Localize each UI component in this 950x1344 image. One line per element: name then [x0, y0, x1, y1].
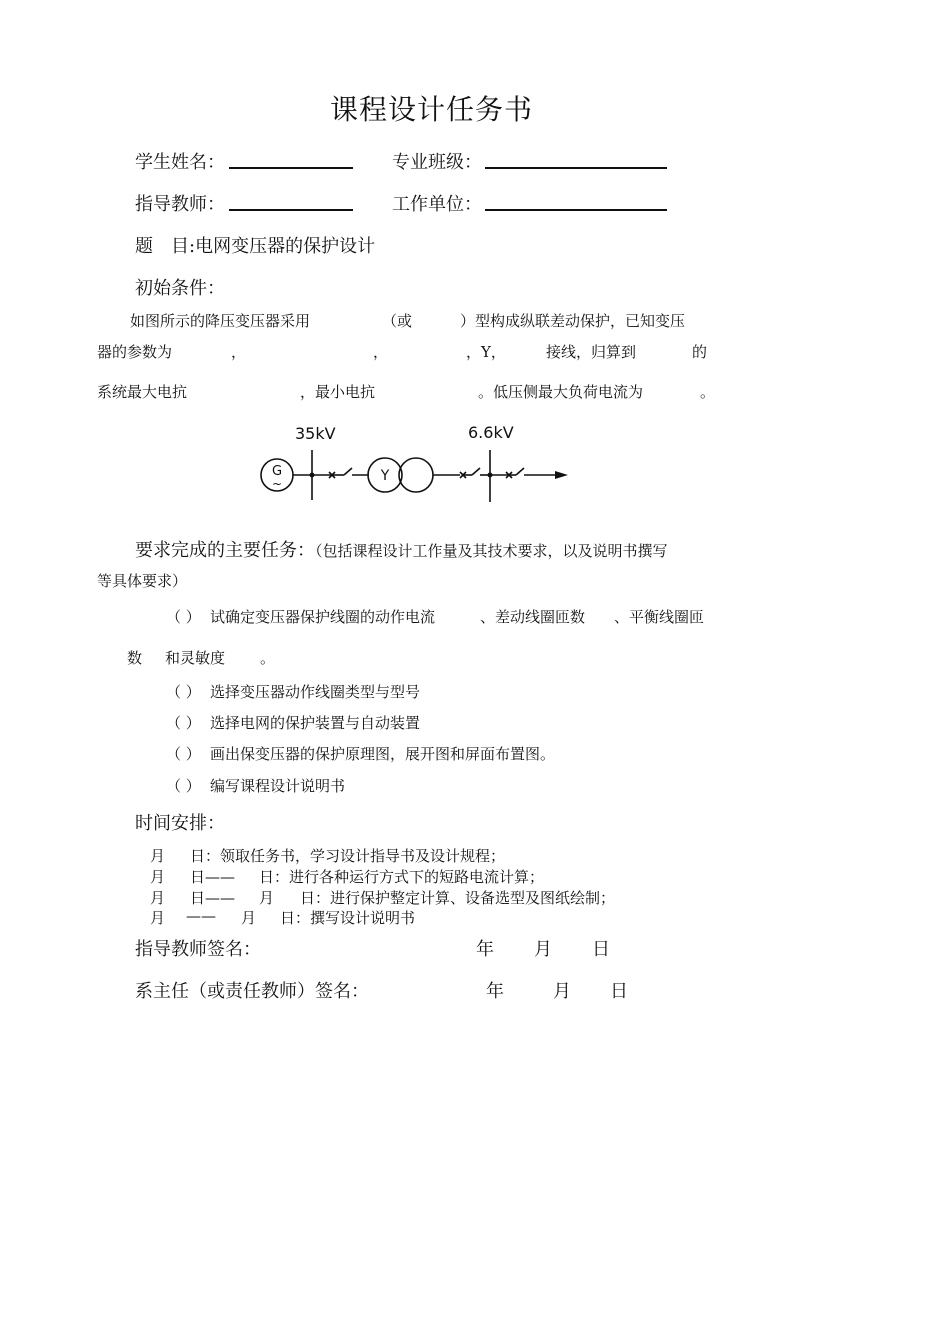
task-3-paren: （ ）: [166, 714, 201, 732]
advisor-label: 指导教师：: [135, 194, 225, 215]
initial-line2-comma2: ，: [373, 343, 389, 361]
schedule-row-4-month: 月: [150, 909, 166, 927]
generator-letter: G: [271, 464, 283, 479]
task-5: 编写课程设计说明书: [210, 777, 346, 795]
schedule-row-1-text: 日：领取任务书，学习设计指导书及设计规程；: [190, 847, 506, 865]
student-name-field[interactable]: [229, 167, 353, 169]
schedule-row-3-month: 月: [150, 889, 166, 907]
head-signature-year: 年: [486, 981, 504, 1002]
initial-line1-a: 如图所示的降压变压器采用: [130, 312, 311, 330]
advisor-field[interactable]: [229, 209, 353, 211]
tasks-heading-row: [135, 536, 668, 562]
task-1-c: 、平衡线圈匝: [614, 608, 705, 626]
schedule-row-4-dash: ——: [186, 907, 216, 925]
task-1-d: 数: [127, 649, 143, 667]
initial-line1-c: ）型构成纵联差动保护，已知变压: [460, 312, 686, 330]
transformer-letter: Y: [380, 468, 390, 484]
unit-label: 工作单位：: [392, 194, 482, 215]
single-line-diagram: [250, 418, 580, 510]
head-signature-day: 日: [610, 981, 628, 1002]
initial-line3-c: 。低压侧最大负荷电流为: [478, 383, 644, 401]
switch-icon: [516, 468, 524, 475]
task-1-e: 和灵敏度: [165, 649, 226, 667]
initial-heading: 初始条件：: [135, 278, 225, 299]
lv-bus-label: 6.6kV: [468, 423, 514, 442]
switch-icon: [344, 468, 352, 475]
initial-line3-d: 。: [700, 383, 716, 401]
hv-bus-label: 35kV: [295, 424, 336, 443]
tasks-heading-note2: 等具体要求）: [97, 572, 188, 590]
initial-line2-b: ，Y，: [466, 343, 506, 361]
task-1-a: 试确定变压器保护线圈的动作电流: [210, 608, 436, 626]
topic-row: [135, 232, 375, 258]
page-title: 课程设计任务书: [330, 93, 534, 126]
initial-line2-d: 的: [692, 343, 708, 361]
schedule-row-3-text: 日：进行保护整定计算、设备选型及图纸绘制；: [300, 889, 616, 907]
student-name-label: 学生姓名：: [135, 152, 225, 173]
schedule-row-4-text: 日：撰写设计说明书: [280, 909, 416, 927]
advisor-signature-month: 月: [534, 939, 552, 960]
topic-label: 题 目:: [135, 236, 196, 257]
tasks-heading: 要求完成的主要任务：: [135, 540, 315, 561]
tasks-heading-note: （包括课程设计工作量及其技术要求，以及说明书撰写: [315, 542, 668, 560]
advisor-signature-day: 日: [592, 939, 610, 960]
schedule-row-2-text: 日：进行各种运行方式下的短路电流计算；: [259, 868, 545, 886]
advisor-signature-year: 年: [476, 939, 494, 960]
task-1-paren: （ ）: [166, 608, 201, 626]
schedule-row-1-month: 月: [150, 847, 166, 865]
schedule-row-4-month2: 月: [241, 909, 257, 927]
initial-line1-b: （或: [382, 312, 413, 330]
initial-line3-b: ，最小电抗: [300, 383, 376, 401]
schedule-heading: 时间安排：: [135, 813, 225, 834]
schedule-row-2-day: 日——: [190, 868, 236, 886]
initial-line2-a: 器的参数为: [97, 343, 173, 361]
generator-tilde: ~: [271, 477, 283, 491]
class-label: 专业班级：: [392, 152, 482, 173]
topic-value: 电网变压器的保护设计: [195, 236, 376, 257]
head-signature-month: 月: [553, 981, 571, 1002]
class-field[interactable]: [485, 167, 667, 169]
task-1-f: 。: [260, 649, 276, 667]
advisor-signature-label: 指导教师签名：: [135, 939, 261, 960]
task-4-paren: （ ）: [166, 745, 201, 763]
task-4: 画出保变压器的保护原理图，展开图和屏面布置图。: [210, 745, 556, 763]
schedule-row-2-month: 月: [150, 868, 166, 886]
schedule-row-3-month2: 月: [259, 889, 275, 907]
task-2-paren: （ ）: [166, 683, 201, 701]
unit-field[interactable]: [485, 209, 667, 211]
task-1-b: 、差动线圈匝数: [480, 608, 586, 626]
arrow-icon: [555, 471, 568, 479]
initial-line3-a: 系统最大电抗: [97, 383, 188, 401]
switch-icon: [472, 468, 480, 475]
task-3: 选择电网的保护装置与自动装置: [210, 714, 421, 732]
schedule-row-3-day: 日——: [190, 889, 236, 907]
initial-line2-c: 接线，归算到: [546, 343, 637, 361]
transformer-winding-lv: [399, 458, 433, 492]
head-signature-label: 系主任（或责任教师）签名：: [135, 981, 369, 1002]
initial-line2-comma1: ，: [231, 343, 247, 361]
task-2: 选择变压器动作线圈类型与型号: [210, 683, 421, 701]
task-5-paren: （ ）: [166, 777, 201, 795]
